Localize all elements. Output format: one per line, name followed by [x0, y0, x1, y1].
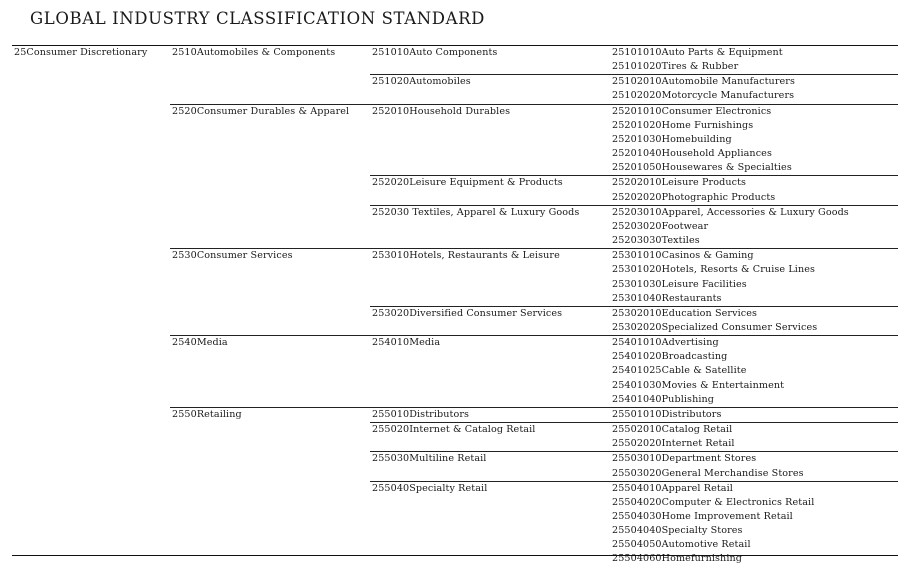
sub-industry-cell: 25201050Housewares & Specialties: [612, 162, 792, 174]
sub-industry-cell: 25201040Household Appliances: [612, 148, 772, 160]
sub-industry-cell: 25203020Footwear: [612, 220, 709, 232]
sub-industry-cell: 25201020Home Furnishings: [612, 119, 754, 131]
sub-industry-cell: 25201030Homebuilding: [612, 133, 732, 145]
gics-table: [12, 45, 898, 567]
industry-cell: 253020Diversified Consumer Services: [370, 306, 610, 335]
sub-industry-cell: 25301030Leisure Facilities: [612, 278, 747, 290]
sub-industry-cell: 25504040Specialty Stores: [612, 525, 743, 537]
sub-industry-cell: 25502010Catalog Retail: [610, 423, 898, 438]
gics-table-body: [12, 46, 898, 567]
sub-industry-cell: 25504050Automotive Retail: [612, 539, 751, 551]
sub-industry-cell: 25401030Movies & Entertainment: [612, 379, 785, 391]
industry-group-cell: 2550Retailing: [170, 407, 370, 566]
sub-industry-cell: 25202020Photographic Products: [612, 191, 776, 203]
industry-cell: 252010Household Durables: [370, 104, 610, 176]
sub-industry-cell: 25401010Advertising: [610, 336, 898, 351]
sub-industry-cell: 25102010Automobile Manufacturers: [610, 75, 898, 90]
table-bottom-rule: [12, 555, 898, 556]
industry-group-cell: 2540Media: [170, 336, 370, 408]
sub-industry-cell: 25503020General Merchandise Stores: [612, 467, 804, 479]
document-title: GLOBAL INDUSTRY CLASSIFICATION STANDARD: [30, 9, 485, 28]
industry-cell: 255030Multiline Retail: [370, 452, 610, 481]
sub-industry-cell: 25203030Textiles: [612, 235, 700, 247]
sub-industry-cell: 25401020Broadcasting: [612, 351, 728, 363]
sub-industry-cell: 25102020Motorcycle Manufacturers: [612, 90, 795, 102]
industry-group-cell: 2530Consumer Services: [170, 249, 370, 336]
sub-industry-cell: 25302020Specialized Consumer Services: [612, 321, 818, 333]
industry-cell: 251020Automobiles: [370, 75, 610, 104]
sub-industry-cell: 25504030Home Improvement Retail: [612, 511, 793, 522]
sub-industry-cell: 25301020Hotels, Resorts & Cruise Lines: [612, 264, 816, 276]
industry-cell: 255040Specialty Retail: [370, 481, 610, 566]
sub-industry-cell: 25504060Homefurnishing: [612, 553, 743, 565]
sector-cell: 25Consumer Discretionary: [12, 46, 170, 567]
table-row: [12, 46, 898, 61]
sub-industry-cell: 25501010Distributors: [610, 407, 898, 422]
industry-cell: 255020Internet & Catalog Retail: [370, 423, 610, 452]
industry-cell: 255010Distributors: [370, 407, 610, 422]
sub-industry-cell: 25502020Internet Retail: [612, 438, 735, 450]
industry-cell: 251010Auto Components: [370, 46, 610, 75]
industry-cell: 252020Leisure Equipment & Products: [370, 176, 610, 205]
sub-industry-cell: 25101010Auto Parts & Equipment: [610, 46, 898, 61]
sub-industry-cell: 25301040Restaurants: [612, 292, 722, 304]
industry-cell: 252030 Textiles, Apparel & Luxury Goods: [370, 205, 610, 248]
industry-cell: 254010Media: [370, 336, 610, 408]
industry-cell: 253010Hotels, Restaurants & Leisure: [370, 249, 610, 307]
sub-industry-cell: 25401025Cable & Satellite: [612, 365, 747, 377]
sub-industry-cell: 25302010Education Services: [610, 306, 898, 321]
sub-industry-cell: 25101020Tires & Rubber: [612, 61, 739, 73]
sub-industry-cell: 25504020Computer & Electronics Retail: [612, 496, 815, 508]
sub-industry-cell: 25202010Leisure Products: [610, 176, 898, 191]
sub-industry-cell: 25301010Casinos & Gaming: [610, 249, 898, 264]
industry-group-cell: 2520Consumer Durables & Apparel: [170, 104, 370, 249]
sub-industry-cell: 25201010Consumer Electronics: [610, 104, 898, 119]
sub-industry-cell: 25401040Publishing: [612, 393, 715, 405]
industry-group-cell: 2510Automobiles & Components: [170, 46, 370, 105]
sub-industry-cell: 25503010Department Stores: [610, 452, 898, 467]
sub-industry-cell: 25203010Apparel, Accessories & Luxury Goods: [610, 205, 898, 220]
sub-industry-cell: 25504010Apparel Retail: [610, 481, 898, 496]
